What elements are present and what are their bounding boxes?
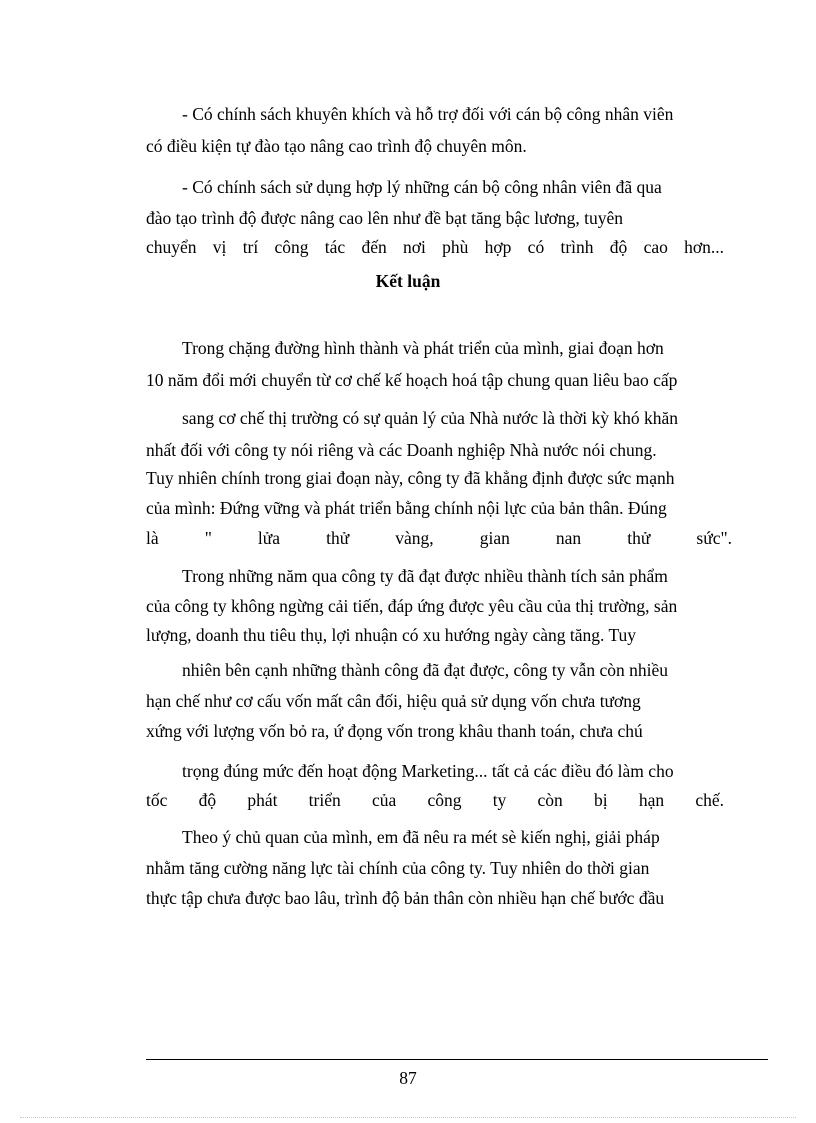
footer-divider <box>146 1059 768 1060</box>
text-line: chuyển vị trí công tác đến nơi phù hợp có trình độ cao hơn... <box>146 237 724 257</box>
text-line: lượng, doanh thu tiêu thụ, lợi nhuận có xu hướng ngày càng tăng. Tuy <box>146 625 637 645</box>
text-line: thực tập chưa được bao lâu, trình độ bản thân còn nhiều hạn chế bước đầu <box>146 888 665 908</box>
text-line: có điều kiện tự đào tạo nâng cao trình độ chuyên môn. <box>146 136 527 156</box>
text-line: của công ty không ngừng cải tiến, đáp ứng được yêu cầu của thị trường, sản <box>146 596 678 616</box>
section-heading: Kết luận <box>375 271 441 291</box>
text-line: nhất đối với công ty nói riêng và các Doanh nghiệp Nhà nước nói chung. <box>146 440 657 460</box>
text-line: nhằm tăng cường năng lực tài chính của công ty. Tuy nhiên do thời gian <box>146 858 650 878</box>
text-line: tốc độ phát triển của công ty còn bị hạn chế. <box>146 790 724 810</box>
text-line: Tuy nhiên chính trong giai đoạn này, công ty đã khẳng định được sức mạnh <box>146 468 675 488</box>
text-line: nhiên bên cạnh những thành công đã đạt được, công ty vẫn còn nhiều <box>182 660 669 680</box>
text-line: - Có chính sách khuyên khích và hỗ trợ đối với cán bộ công nhân viên <box>182 104 674 124</box>
text-line: của mình: Đứng vững và phát triển bằng chính nội lực của bản thân. Đúng <box>146 498 667 518</box>
text-line: Trong chặng đường hình thành và phát triển của mình, giai đoạn hơn <box>182 338 664 358</box>
text-line: - Có chính sách sử dụng hợp lý những cán bộ công nhân viên đã qua <box>182 177 662 197</box>
page-number: 87 <box>399 1068 417 1088</box>
text-line: đào tạo trình độ được nâng cao lên như đề bạt tăng bậc lương, tuyên <box>146 208 624 228</box>
text-line: xứng với lượng vốn bỏ ra, ứ đọng vốn trong khâu thanh toán, chưa chú <box>146 721 643 741</box>
text-line: hạn chế như cơ cấu vốn mất cân đối, hiệu quả sử dụng vốn chưa tương <box>146 691 641 711</box>
text-line: trọng đúng mức đến hoạt động Marketing... tất cả các điều đó làm cho <box>182 761 674 781</box>
page-edge-dots <box>20 1117 796 1118</box>
text-line: Trong những năm qua công ty đã đạt được nhiều thành tích sản phẩm <box>182 566 668 586</box>
text-line: Theo ý chủ quan của mình, em đã nêu ra mét sè kiến nghị, giải pháp <box>182 827 660 847</box>
text-line: 10 năm đổi mới chuyển từ cơ chế kế hoạch hoá tập chung quan liêu bao cấp <box>146 370 678 390</box>
text-line: sang cơ chế thị trường có sự quản lý của Nhà nước là thời kỳ khó khăn <box>182 408 679 428</box>
text-line: là " lửa thử vàng, gian nan thử sức". <box>146 528 732 548</box>
